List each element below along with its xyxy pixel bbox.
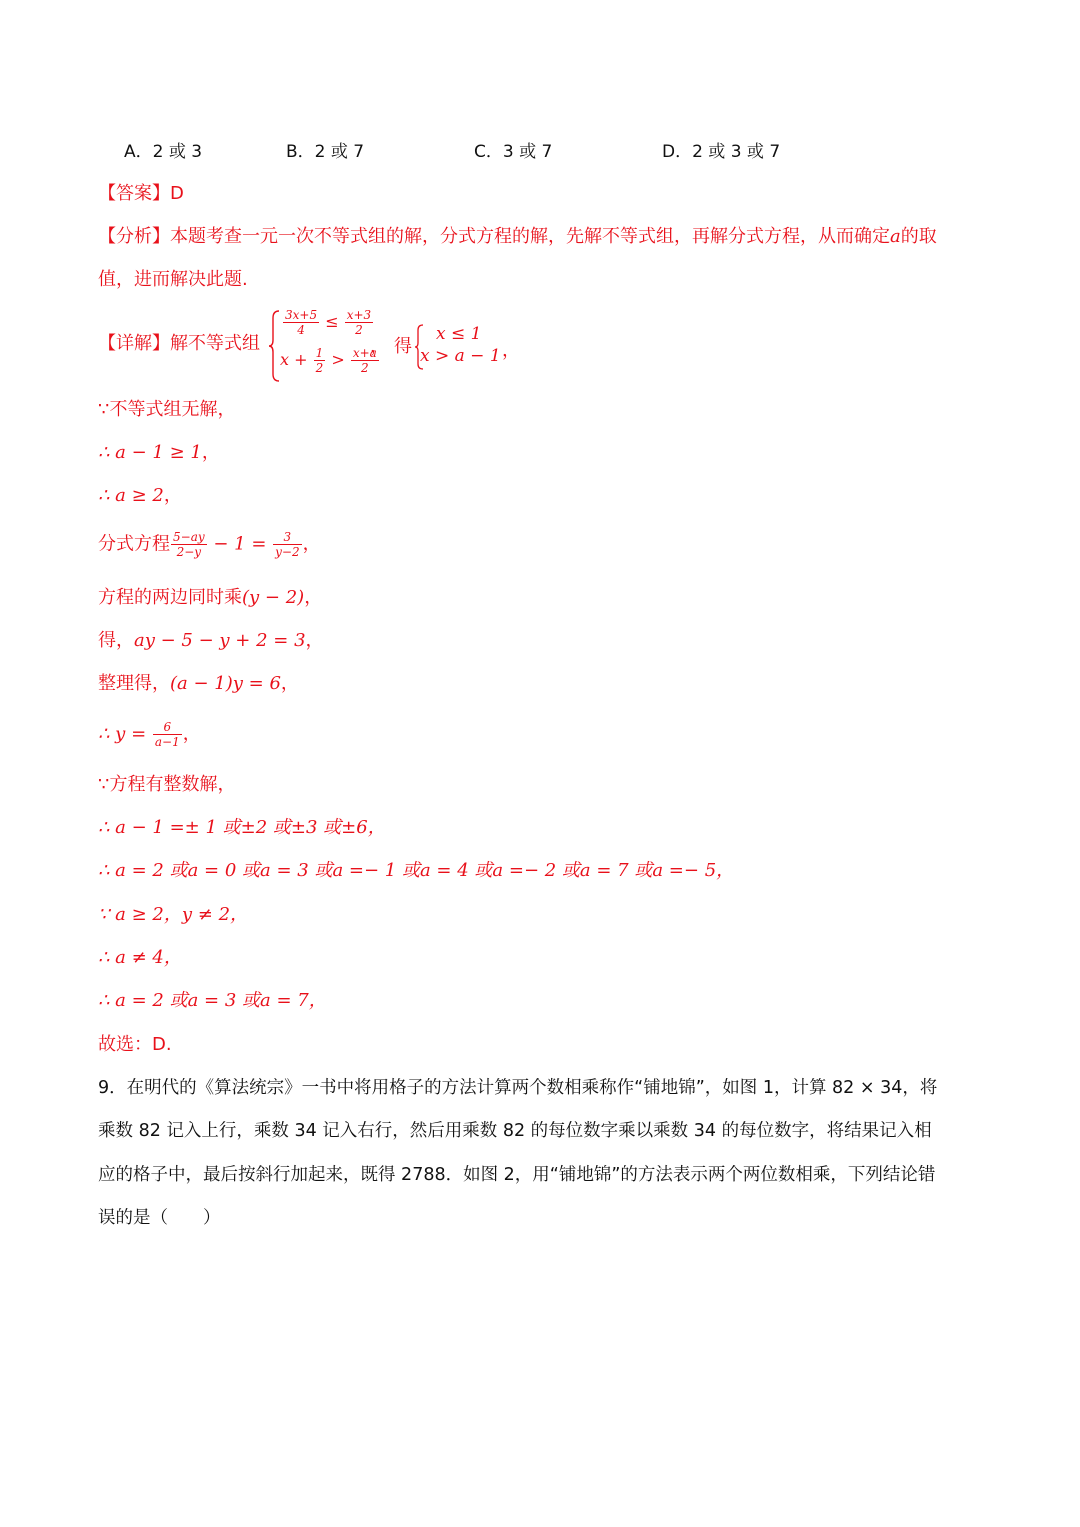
step-5-text: 方程的两边同时乘 [98, 587, 242, 608]
step-6-end: ， [305, 630, 324, 651]
step-11: ∴ a = 2 或a = 0 或a = 3 或a =− 1 或a = 4 或a =− 2 或a = 7 或a =− 5， [98, 860, 735, 881]
step-12: ∵ a ≥ 2，y ≠ 2， [98, 904, 249, 925]
ineq1-left-den: 4 [297, 323, 305, 337]
option-a: A．2 或 3 [124, 142, 203, 162]
detail-comma-2: ， [502, 340, 520, 361]
detail-get: 得 [394, 336, 412, 357]
step-6 [98, 629, 324, 653]
step-6-text: 得， [98, 630, 134, 651]
step-4-text: 分式方程 [98, 533, 170, 555]
ineq2-left: x + [280, 350, 313, 369]
step-2-math: ∴ a − 1 ≥ 1 [98, 442, 202, 463]
step-4-end: ， [302, 533, 321, 555]
step-7 [98, 672, 299, 696]
detail-intro-text: 解不等式组 [170, 333, 260, 354]
ineq1-op: ≤ [325, 312, 339, 331]
step-4-frac1-den: 2−y [176, 545, 202, 559]
step-8-frac-den: a−1 [154, 735, 180, 749]
step-3-math: ∴ a ≥ 2 [98, 485, 164, 506]
option-d: D．2 或 3 或 7 [662, 142, 781, 162]
step-10: ∴ a − 1 =± 1 或±2 或±3 或±6， [98, 817, 386, 838]
question-9-line-3: 应的格子中，最后按斜行加起来，既得 2788．如图 2，用“铺地锦”的方法表示两个两位数相乘，下列结论错 [98, 1165, 936, 1185]
solution-2: x > a − 1 [420, 346, 501, 366]
step-8-end: ， [182, 723, 201, 745]
ineq2-op: > [331, 350, 345, 369]
analysis-line-1 [98, 225, 937, 249]
option-b: B．2 或 7 [286, 142, 365, 162]
step-5-math: (y − 2) [242, 587, 305, 608]
step-4-mid: − 1 = [207, 533, 273, 555]
ineq2-right-den: 2 [361, 361, 369, 375]
step-7-text: 整理得， [98, 673, 170, 694]
answer-line [98, 182, 184, 206]
detail-block [98, 308, 538, 384]
step-4 [98, 530, 321, 559]
answer-tag: 【答案】 [98, 183, 170, 204]
left-brace-icon [268, 310, 280, 382]
question-9-line-4: 误的是（ ） [98, 1208, 221, 1228]
detail-tag: 【详解】 [98, 333, 170, 354]
inequality-1 [282, 308, 374, 337]
inequality-2 [280, 346, 380, 375]
question-9-line-2: 乘数 82 记入上行，乘数 34 记入右行，然后用乘数 82 的每位数字乘以乘数 34 的每位数字，将结果记入相 [98, 1121, 932, 1141]
solution-1: x ≤ 1 [436, 324, 482, 344]
analysis-line-2: 值，进而解决此题. [98, 269, 248, 290]
step-2 [98, 441, 220, 465]
answer-value: D [170, 183, 184, 204]
step-4-frac2-den: y−2 [275, 545, 300, 559]
step-8-frac-num: 6 [153, 720, 182, 735]
step-8 [98, 720, 201, 749]
ineq1-left-num: 3x+5 [285, 308, 318, 322]
step-8-math: ∴ y = [98, 723, 152, 745]
ineq2-frac-num: 1 [315, 346, 324, 360]
detail-intro [98, 332, 260, 356]
step-14: ∴ a = 2 或a = 3 或a = 7， [98, 990, 327, 1011]
question-9-line-1: 9．在明代的《算法统宗》一书中将用格子的方法计算两个数相乘称作“铺地锦”，如图 1，计算 82 × 34，将 [98, 1078, 938, 1098]
step-5-end: ， [304, 587, 323, 608]
analysis-var: a [890, 226, 901, 247]
ineq2-frac-den: 2 [315, 361, 324, 375]
step-7-end: ， [280, 673, 299, 694]
analysis-text-b: 的取 [900, 226, 937, 247]
option-c: C．3 或 7 [474, 142, 553, 162]
ineq2-right-num: x+a [352, 346, 377, 360]
ineq1-right-den: 2 [355, 323, 363, 337]
step-1: ∵不等式组无解， [98, 399, 236, 420]
ineq1-right-num: x+3 [346, 308, 372, 322]
step-4-frac2-num: 3 [273, 530, 301, 545]
step-7-math: (a − 1)y = 6 [170, 673, 281, 694]
detail-comma-1: ， [370, 336, 388, 357]
step-6-math: ay − 5 − y + 2 = 3 [134, 630, 306, 651]
step-3 [98, 484, 182, 508]
step-5 [98, 586, 322, 610]
analysis-tag: 【分析】 [98, 226, 170, 247]
step-2-end: ， [201, 442, 220, 463]
step-9: ∵方程有整数解， [98, 774, 236, 795]
step-15: 故选：D. [98, 1034, 172, 1055]
analysis-text-a: 本题考查一元一次不等式组的解，分式方程的解，先解不等式组，再解分式方程，从而确定 [170, 226, 890, 247]
step-13: ∴ a ≠ 4， [98, 947, 182, 968]
step-3-end: ， [163, 485, 182, 506]
step-4-frac1-num: 5−ay [173, 530, 205, 544]
